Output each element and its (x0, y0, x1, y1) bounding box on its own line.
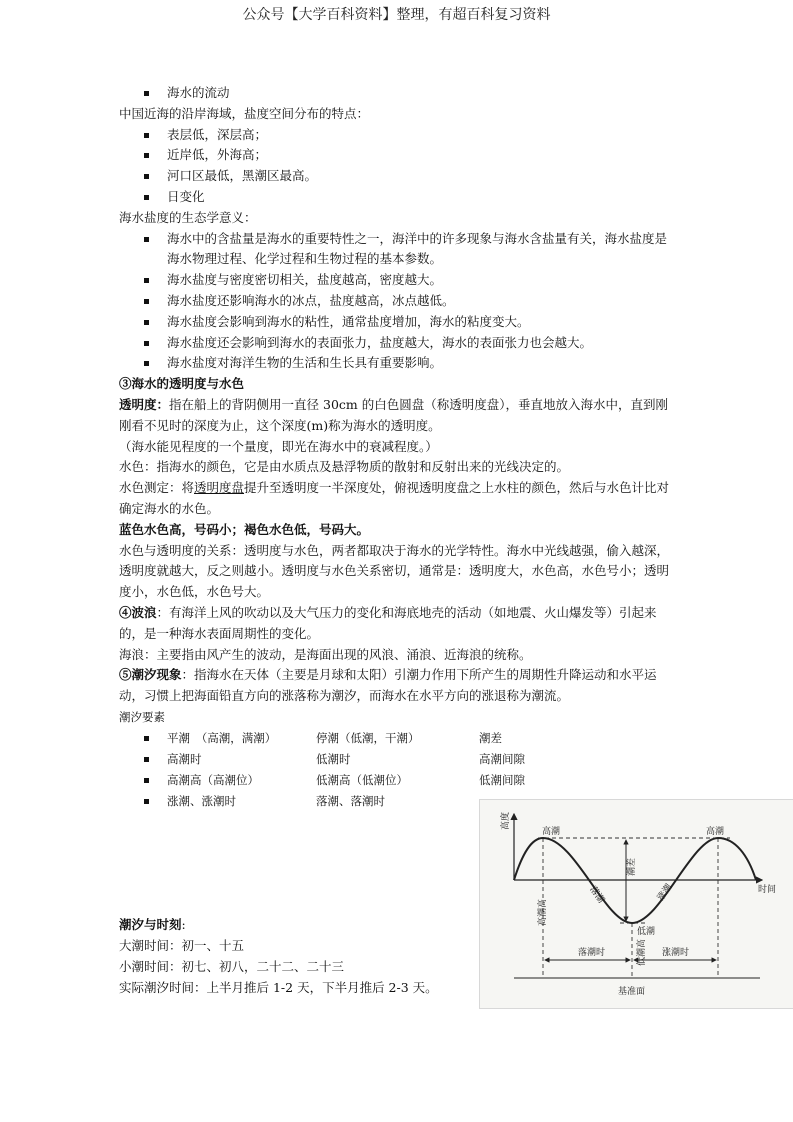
table-row (119, 770, 679, 791)
color-transparency-relation: 水色与透明度的关系：透明度与水色，两者都取决于海水的光学特性。海水中光线越强，偷入越深，透明度就越大，反之则越小。透明度与水色关系密切，通常是：透明度大，水色高，水色号小；透明度小，水色低，水色号大。 (119, 542, 670, 600)
y-axis-label: 高度 (501, 811, 511, 830)
transparency-disk-link[interactable]: 透明度盘 (194, 480, 245, 496)
list-item: 近岸低，外海高； (119, 145, 679, 166)
list-item: 河口区最低，黑潮区最高。 (119, 166, 679, 187)
table-row (119, 749, 679, 770)
high-tide-label-left: 高潮 (542, 827, 561, 837)
table-cell: 低潮时 (316, 751, 351, 766)
transparency-heading: ③海水的透明度与水色 (119, 376, 245, 392)
transparency-note: （海水能见程度的一个量度，即光在海水中的衰减程度。） (119, 438, 438, 454)
tide-time-title (119, 914, 479, 935)
table-cell: 高潮高（高潮位） (167, 772, 259, 787)
tide-diagram (479, 799, 793, 1009)
tide-label: ⑤潮汐现象 (119, 667, 182, 683)
salinity-ecology-list (119, 229, 679, 375)
list-item: 海水盐度还影响海水的冰点，盐度越高，冰点越低。 (119, 291, 679, 312)
low-tide-label: 低潮 (637, 927, 656, 937)
tide-time-colon: : (181, 917, 186, 932)
transparency-label: 透明度： (119, 396, 170, 412)
table-cell: 低潮间隙 (479, 772, 525, 787)
list-item: 表层低，深层高； (119, 125, 679, 146)
transparency-definition (119, 395, 679, 437)
rise-time-label: 涨潮时 (662, 948, 690, 958)
table-cell: 平潮 （高潮，满潮） (167, 730, 277, 745)
salinity-ecology-title: 海水盐度的生态学意义： (119, 209, 257, 225)
table-cell: 涨潮、涨潮时 (167, 793, 236, 808)
tide-elements-title: 潮汐要素 (119, 709, 165, 724)
list-item: 海水盐度与密度密切相关，盐度越高，密度越大。 (119, 270, 679, 291)
low-tide-height-label: 低潮高 (637, 938, 647, 966)
list-item: 海水中的含盐量是海水的重要特性之一，海洋中的许多现象与海水含盐量有关，海水盐度是海水物理过程、化学过程和生物过程的基本参数。 (119, 229, 679, 271)
waves-paragraph (119, 603, 679, 645)
list-item: 海水盐度还会影响到海水的表面张力，盐度越大，海水的表面张力也会越大。 (119, 333, 679, 354)
falling-tide-label: 落潮 (587, 884, 606, 906)
high-tide-height-label: 高潮高 (538, 898, 548, 926)
transparency-text: 指在船上的背阴侧用一直径 30cm 的白色圆盘（称透明度盘），垂直地放入海水中，直到刚刚看不见时的深度为止，这个深度(m)称为海水的透明度。 (119, 396, 668, 433)
table-cell: 高潮时 (167, 751, 202, 766)
tide-text: ：指海水在天体（主要是月球和太阳）引潮力作用下所产生的周期性升降运动和水平运动，习惯上把海面铅直方向的涨落称为潮汐，而海水在水平方向的涨退称为潮流。 (119, 667, 657, 704)
list-item: 日变化 (119, 187, 679, 208)
tide-time-section (119, 914, 479, 998)
measure-suffix: 提升至透明度一半深度处，俯视透明度盘之上水柱的颜色，然后与水色计比对确定海水的水色。 (119, 480, 670, 516)
spring-tide-time: 大潮时间：初一、十五 (119, 938, 245, 953)
tide-range-label: 潮差 (627, 857, 637, 876)
list-item: 海水盐度会影响到海水的粘性，通常盐度增加，海水的粘度变大。 (119, 312, 679, 333)
main-content (119, 83, 679, 812)
tide-time-label: 潮汐与时刻 (119, 917, 182, 932)
page-header: 公众号【大学百科资料】整理，有超百科复习资料 (242, 7, 551, 23)
measure-prefix: 水色测定：将 (119, 480, 195, 496)
salinity-distribution-title: 中国近海的沿岸海域，盐度空间分布的特点： (119, 105, 370, 121)
datum-label: 基准面 (618, 987, 646, 997)
x-axis-label: 时间 (758, 885, 777, 895)
water-color-definition: 水色：指海水的颜色，它是由水质点及悬浮物质的散射和反射出来的光线决定的。 (119, 459, 570, 475)
tide-diagram-svg (480, 800, 793, 1008)
actual-tide-time: 实际潮汐时间：上半月推后 1-2 天，下半月推后 2-3 天。 (119, 980, 438, 995)
list-item: 海水盐度对海洋生物的生活和生长具有重要影响。 (119, 353, 679, 374)
water-color-measurement (119, 478, 679, 520)
table-cell: 停潮（低潮，干潮） (316, 730, 420, 745)
table-row (119, 728, 679, 749)
fall-time-label: 落潮时 (578, 948, 606, 958)
tide-paragraph (119, 665, 679, 707)
table-cell: 低潮高（低潮位） (316, 772, 408, 787)
waves-text: ：有海洋上风的吹动以及大气压力的变化和海底地壳的活动（如地震、火山爆发等）引起来的，是一种海水表面周期性的变化。 (119, 604, 657, 641)
salinity-distribution-list (119, 125, 679, 208)
list-item: 海水的流动 (119, 83, 679, 104)
flow-list (119, 83, 679, 104)
table-cell: 高潮间隙 (479, 751, 525, 766)
neap-tide-time: 小潮时间：初七、初八，二十二、二十三 (119, 959, 345, 974)
rising-tide-label: 涨潮 (655, 882, 675, 903)
table-cell: 落潮、落潮时 (316, 793, 385, 808)
high-tide-label-right: 高潮 (706, 827, 725, 837)
sea-wave-definition: 海浪：主要指由风产生的波动，是海面出现的风浪、涌浪、近海浪的统称。 (119, 646, 532, 662)
table-cell: 潮差 (479, 730, 502, 745)
color-number-rule: 蓝色水色高，号码小；褐色水色低，号码大。 (119, 521, 370, 537)
waves-label: ④波浪 (119, 604, 157, 620)
